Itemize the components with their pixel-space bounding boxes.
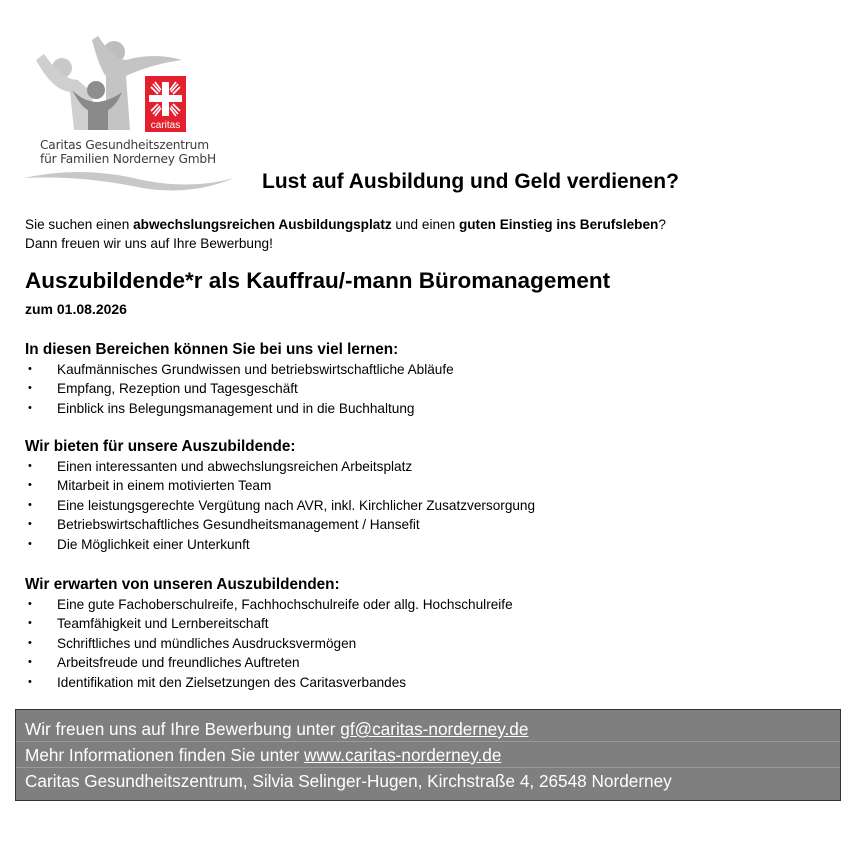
bullet-icon: •: [28, 675, 32, 688]
headline: Lust auf Ausbildung und Geld verdienen?: [262, 170, 679, 193]
people-figures-icon: [22, 30, 237, 195]
section-heading: In diesen Bereichen können Sie bei uns viel lernen:: [25, 341, 399, 358]
bullet-icon: •: [28, 479, 32, 492]
list-item: [25, 476, 535, 495]
contact-email-line: [25, 716, 528, 742]
caritas-cross-icon: [145, 78, 186, 120]
list-item: [25, 360, 454, 379]
intro-text: ?: [658, 217, 666, 232]
section-heading: Wir erwarten von unseren Auszubildenden:: [25, 576, 340, 593]
bullet-icon: •: [28, 636, 32, 649]
section-requirements: [25, 575, 513, 692]
section-heading: Wir bieten für unsere Auszubildende:: [25, 438, 296, 455]
bullet-icon: •: [28, 518, 32, 531]
list-item-text: Einblick ins Belegungsmanagement und in die Buchhaltung: [57, 400, 415, 416]
bullet-list: [25, 457, 535, 554]
list-item: [25, 457, 535, 476]
section-learning-areas: [25, 340, 454, 418]
caritas-badge: [145, 76, 186, 132]
bullet-icon: •: [28, 617, 32, 630]
list-item: [25, 496, 535, 515]
contact-email-label: Wir freuen uns auf Ihre Bewerbung unter: [25, 719, 341, 739]
list-item-text: Schriftliches und mündliches Ausdrucksvermögen: [57, 635, 357, 651]
caritas-badge-text: caritas: [150, 120, 181, 131]
organization-name-line2: für Familien Norderney GmbH: [40, 152, 216, 166]
bullet-icon: •: [28, 656, 32, 669]
bullet-icon: •: [28, 537, 32, 550]
list-item: [25, 673, 513, 692]
email-link[interactable]: gf@caritas-norderney.de: [340, 719, 529, 739]
intro-bold-text: abwechslungsreichen Ausbildungsplatz: [133, 217, 392, 232]
intro-paragraph: [25, 215, 666, 253]
list-item-text: Eine gute Fachoberschulreife, Fachhochschulreife oder allg. Hochschulreife: [57, 597, 513, 612]
list-item: [25, 399, 454, 418]
organization-name-line1: Caritas Gesundheitszentrum: [40, 138, 209, 152]
list-item-text: Die Möglichkeit einer Unterkunft: [57, 536, 250, 552]
list-item: [25, 653, 513, 672]
section-benefits: [25, 437, 535, 554]
list-item-text: Betriebswirtschaftliches Gesundheitsmanagement / Hansefit: [57, 517, 420, 533]
contact-address-line: Caritas Gesundheitszentrum, Silvia Selinger-Hugen, Kirchstraße 4, 26548 Norderney: [25, 771, 672, 791]
list-item-text: Teamfähigkeit und Lernbereitschaft: [57, 616, 269, 632]
list-item-text: Empfang, Rezeption und Tagesgeschäft: [57, 381, 298, 397]
contact-website-label: Mehr Informationen finden Sie unter: [25, 745, 304, 765]
bullet-list: [25, 595, 513, 692]
list-item: [25, 595, 513, 614]
list-item-text: Mitarbeit in einem motivierten Team: [57, 478, 272, 494]
organization-logo: [22, 30, 237, 195]
bullet-icon: •: [28, 401, 32, 414]
intro-bold-text: guten Einstieg ins Berufsleben: [458, 217, 659, 232]
bullet-icon: •: [28, 498, 32, 511]
list-item-text: Arbeitsfreude und freundliches Auftreten: [57, 655, 300, 671]
list-item: [25, 634, 513, 653]
contact-box: [15, 709, 841, 801]
bullet-list: [25, 360, 454, 418]
list-item-text: Einen interessanten und abwechslungsreichen Arbeitsplatz: [57, 459, 413, 474]
intro-text: Sie suchen einen: [25, 217, 134, 232]
list-item: [25, 379, 454, 398]
bullet-icon: •: [28, 460, 32, 472]
list-item: [25, 535, 535, 554]
contact-website-line: [25, 742, 501, 768]
list-item-text: Eine leistungsgerechte Vergütung nach AVR, inkl. Kirchlicher Zusatzversorgung: [57, 497, 536, 513]
bullet-icon: •: [28, 598, 32, 610]
bullet-icon: •: [28, 363, 32, 375]
intro-line1: [25, 215, 666, 234]
list-item-text: Identifikation mit den Zielsetzungen des Caritasverbandes: [57, 674, 407, 690]
website-link[interactable]: www.caritas-norderney.de: [303, 745, 502, 765]
bullet-icon: •: [28, 382, 32, 395]
job-title: Auszubildende*r als Kauffrau/-mann Büromanagement: [25, 268, 611, 293]
intro-line2: Dann freuen wir uns auf Ihre Bewerbung!: [25, 236, 273, 251]
list-item: [25, 515, 535, 534]
list-item: [25, 614, 513, 633]
organization-name: [40, 138, 216, 166]
list-item-text: Kaufmännisches Grundwissen und betriebswirtschaftliche Abläufe: [57, 362, 454, 377]
intro-text: und einen: [391, 217, 459, 232]
job-start-date: zum 01.08.2026: [25, 301, 127, 317]
